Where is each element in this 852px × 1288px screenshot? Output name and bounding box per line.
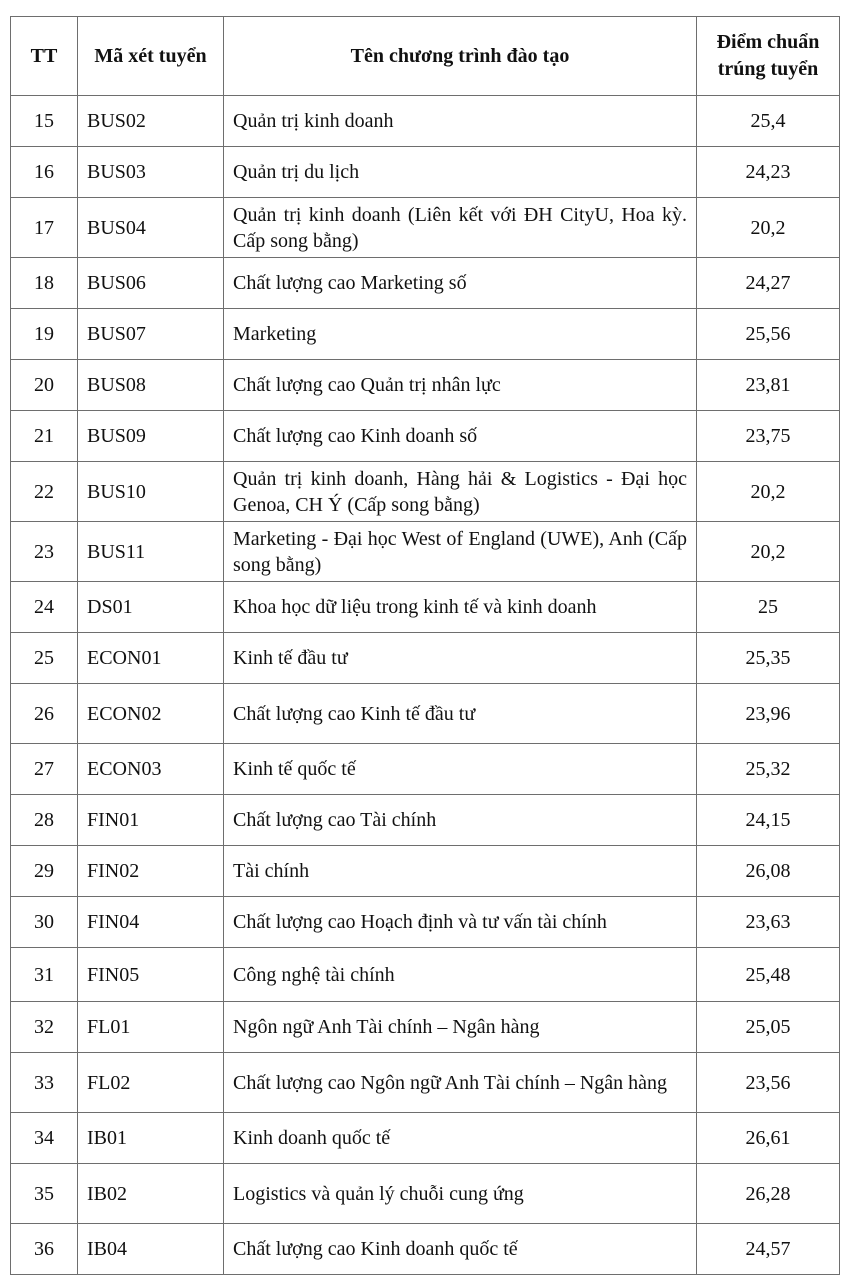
row-program-name: Chất lượng cao Ngôn ngữ Anh Tài chính – Ngân hàng bbox=[224, 1053, 697, 1113]
row-program-name: Kinh tế đầu tư bbox=[224, 633, 697, 684]
row-code: FIN02 bbox=[78, 846, 224, 897]
row-score: 20,2 bbox=[697, 198, 840, 258]
admission-scores-table bbox=[10, 16, 840, 1275]
row-code: IB02 bbox=[78, 1164, 224, 1224]
row-code: ECON03 bbox=[78, 744, 224, 795]
row-program-name: Khoa học dữ liệu trong kinh tế và kinh doanh bbox=[224, 582, 697, 633]
row-program-name: Công nghệ tài chính bbox=[224, 948, 697, 1002]
row-code: BUS07 bbox=[78, 309, 224, 360]
row-score: 20,2 bbox=[697, 522, 840, 582]
row-score: 25,56 bbox=[697, 309, 840, 360]
row-program-name: Quản trị kinh doanh bbox=[224, 96, 697, 147]
row-program-name: Kinh doanh quốc tế bbox=[224, 1113, 697, 1164]
table-row bbox=[11, 360, 840, 411]
row-tt: 28 bbox=[11, 795, 78, 846]
row-tt: 24 bbox=[11, 582, 78, 633]
row-program-name: Chất lượng cao Tài chính bbox=[224, 795, 697, 846]
row-score: 26,28 bbox=[697, 1164, 840, 1224]
row-program-name: Chất lượng cao Kinh doanh quốc tế bbox=[224, 1224, 697, 1275]
row-tt: 33 bbox=[11, 1053, 78, 1113]
row-tt: 20 bbox=[11, 360, 78, 411]
row-tt: 17 bbox=[11, 198, 78, 258]
table-row bbox=[11, 948, 840, 1002]
row-score: 25 bbox=[697, 582, 840, 633]
table-row bbox=[11, 1224, 840, 1275]
table-header bbox=[11, 17, 840, 96]
row-code: BUS09 bbox=[78, 411, 224, 462]
row-program-name: Tài chính bbox=[224, 846, 697, 897]
row-score: 24,15 bbox=[697, 795, 840, 846]
row-program-name: Marketing bbox=[224, 309, 697, 360]
row-program-name: Kinh tế quốc tế bbox=[224, 744, 697, 795]
row-score: 25,4 bbox=[697, 96, 840, 147]
table-row bbox=[11, 582, 840, 633]
row-program-name: Logistics và quản lý chuỗi cung ứng bbox=[224, 1164, 697, 1224]
row-code: IB04 bbox=[78, 1224, 224, 1275]
row-score: 24,57 bbox=[697, 1224, 840, 1275]
row-code: FIN04 bbox=[78, 897, 224, 948]
row-score: 23,56 bbox=[697, 1053, 840, 1113]
row-tt: 21 bbox=[11, 411, 78, 462]
table-row bbox=[11, 147, 840, 198]
table-row bbox=[11, 258, 840, 309]
row-program-name: Quản trị kinh doanh (Liên kết với ĐH CityU, Hoa kỳ. Cấp song bằng) bbox=[224, 198, 697, 258]
table-row bbox=[11, 1053, 840, 1113]
table-row bbox=[11, 795, 840, 846]
row-score: 25,35 bbox=[697, 633, 840, 684]
row-program-name: Marketing - Đại học West of England (UWE), Anh (Cấp song bằng) bbox=[224, 522, 697, 582]
row-code: IB01 bbox=[78, 1113, 224, 1164]
row-code: FIN01 bbox=[78, 795, 224, 846]
table-row bbox=[11, 309, 840, 360]
row-tt: 16 bbox=[11, 147, 78, 198]
table-row bbox=[11, 1164, 840, 1224]
row-code: BUS11 bbox=[78, 522, 224, 582]
row-tt: 34 bbox=[11, 1113, 78, 1164]
row-code: FIN05 bbox=[78, 948, 224, 1002]
row-score: 25,32 bbox=[697, 744, 840, 795]
row-score: 24,27 bbox=[697, 258, 840, 309]
row-tt: 18 bbox=[11, 258, 78, 309]
row-tt: 30 bbox=[11, 897, 78, 948]
header-score: Điểm chuẩn trúng tuyển bbox=[697, 17, 840, 96]
row-tt: 26 bbox=[11, 684, 78, 744]
row-score: 20,2 bbox=[697, 462, 840, 522]
table-row bbox=[11, 1113, 840, 1164]
row-tt: 15 bbox=[11, 96, 78, 147]
table-row bbox=[11, 411, 840, 462]
row-code: BUS06 bbox=[78, 258, 224, 309]
row-score: 23,75 bbox=[697, 411, 840, 462]
table-row bbox=[11, 462, 840, 522]
table-row bbox=[11, 1002, 840, 1053]
row-code: BUS02 bbox=[78, 96, 224, 147]
row-code: ECON01 bbox=[78, 633, 224, 684]
row-program-name: Quản trị du lịch bbox=[224, 147, 697, 198]
row-tt: 31 bbox=[11, 948, 78, 1002]
row-tt: 27 bbox=[11, 744, 78, 795]
header-tt: TT bbox=[11, 17, 78, 96]
table-row bbox=[11, 96, 840, 147]
row-program-name: Quản trị kinh doanh, Hàng hải & Logistics - Đại học Genoa, CH Ý (Cấp song bằng) bbox=[224, 462, 697, 522]
row-program-name: Ngôn ngữ Anh Tài chính – Ngân hàng bbox=[224, 1002, 697, 1053]
row-code: ECON02 bbox=[78, 684, 224, 744]
row-program-name: Chất lượng cao Kinh doanh số bbox=[224, 411, 697, 462]
table-row bbox=[11, 522, 840, 582]
header-program-name: Tên chương trình đào tạo bbox=[224, 17, 697, 96]
table-row bbox=[11, 846, 840, 897]
row-score: 26,61 bbox=[697, 1113, 840, 1164]
row-score: 25,05 bbox=[697, 1002, 840, 1053]
row-code: FL02 bbox=[78, 1053, 224, 1113]
row-program-name: Chất lượng cao Kinh tế đầu tư bbox=[224, 684, 697, 744]
row-tt: 23 bbox=[11, 522, 78, 582]
row-code: BUS04 bbox=[78, 198, 224, 258]
row-tt: 22 bbox=[11, 462, 78, 522]
row-program-name: Chất lượng cao Marketing số bbox=[224, 258, 697, 309]
row-tt: 19 bbox=[11, 309, 78, 360]
row-program-name: Chất lượng cao Hoạch định và tư vấn tài chính bbox=[224, 897, 697, 948]
table-row bbox=[11, 684, 840, 744]
row-score: 23,63 bbox=[697, 897, 840, 948]
table-row bbox=[11, 744, 840, 795]
row-code: FL01 bbox=[78, 1002, 224, 1053]
row-score: 26,08 bbox=[697, 846, 840, 897]
row-code: BUS08 bbox=[78, 360, 224, 411]
row-tt: 36 bbox=[11, 1224, 78, 1275]
row-code: BUS03 bbox=[78, 147, 224, 198]
header-row bbox=[11, 17, 840, 96]
row-score: 24,23 bbox=[697, 147, 840, 198]
header-code: Mã xét tuyển bbox=[78, 17, 224, 96]
table-row bbox=[11, 633, 840, 684]
row-score: 25,48 bbox=[697, 948, 840, 1002]
row-tt: 32 bbox=[11, 1002, 78, 1053]
row-tt: 35 bbox=[11, 1164, 78, 1224]
row-tt: 25 bbox=[11, 633, 78, 684]
table-row bbox=[11, 198, 840, 258]
row-program-name: Chất lượng cao Quản trị nhân lực bbox=[224, 360, 697, 411]
row-code: BUS10 bbox=[78, 462, 224, 522]
row-score: 23,81 bbox=[697, 360, 840, 411]
row-tt: 29 bbox=[11, 846, 78, 897]
table-body bbox=[11, 96, 840, 1275]
row-score: 23,96 bbox=[697, 684, 840, 744]
table-row bbox=[11, 897, 840, 948]
row-code: DS01 bbox=[78, 582, 224, 633]
